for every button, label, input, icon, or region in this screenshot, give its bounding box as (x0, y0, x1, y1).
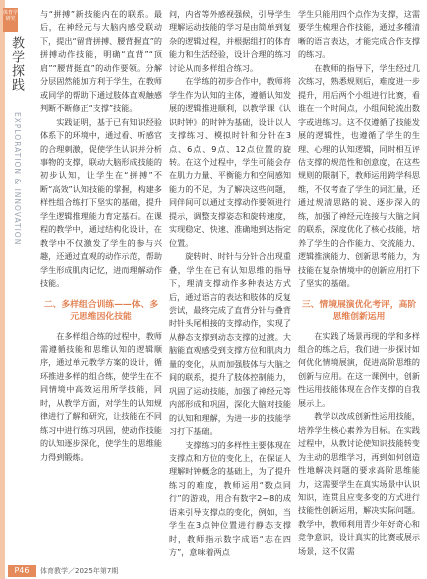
paragraph: 支撑练习的多样性主要体现在支撑点和方位的变化上，在保证人理解时钟概念的基础上，为了提升练习的难度，教师运用“数点同行”的游戏，用合有数字2~8的成语来引导支撑点的变化，例如，当学生在3点钟位置进行静态支撑时，教师指示数字成语“志在四方”，意味着两点 (169, 439, 291, 558)
paragraph: 问，内省等外感视强候，引导学生理解运动技能的学习是由简单到复杂的逻辑过程，并根据组打的体育能力和生活经验，设计合理的练习讨论从而多样组合练习。 (169, 9, 291, 73)
section-heading-2: 二、多样组合训练——体、多元思维因化技能 (43, 299, 159, 323)
paragraph: 与“拼搏”新技能内在的联系。最后，在神经元与大脑内感受联动下，提出“留背拼搏、腰背握直”的拼搏动作技能，明确“直背”“顶肩”“腰背挺直”的动作要领。分解分层固然能加方利于学生，在教师或同学的帮助下通过肢体直观触感判断不断修正“支撑”技能。 (40, 9, 162, 114)
paragraph: 学生只能用四个点作为支撑，这需要学生梳理合作技能，通过多種清晰的语言表达，才能完成合作支撑的练习。 (298, 9, 420, 60)
section-heading-3: 三、情境展演优化考评，高阶思维创新运用 (301, 299, 417, 323)
paragraph: 在学练的初步合作中，教师将学生作为认知的主体，遵循认知发展的逻辑推进顺利，以教学课《认识时钟》的时钟为基础，设计以人支撑练习、模拟时针和分针在3点、6点、9点、12点位置的旋转。在这个过程中，学生可能会存在肌力力量、平衡能力和空间感知能力的不足，为了解决这些问题，同伴间可以通过支撑动作要领进行提示，调整支撑姿态和旋转速度，实现稳定、快速、准确地到达指定位置。 (169, 76, 291, 248)
page-footer (0, 563, 427, 579)
journal-issue: 体育教学／2025年第7期 (40, 567, 119, 575)
column-subtitle: EXPLORATION & INNOVATION (13, 112, 22, 246)
paragraph: 旋转时、时针与分针合出现重叠，学生在已有认知思维的指导下，理清支撑动作多种表达方式后，通过语言的表达和肢体的反复尝试，最终完成了直背分针与叠背时针头尾相接的支撑动作，实现了从静态支撑到动态支撑的过渡。大脑能直观感受到支撑方位和肌肉力量的变化，从而加强肢体与大脑之间的联系，提升了肢体控制能力，巩固了运动技能，加强了神经元等内部形成和巩固，深化大脑对技能的认知和理解，为进一步的技能学习打下基础。 (169, 251, 291, 437)
paragraph: 在实践了场景再现的学和多样组合的练之后，我们进一步探讨如何优化情境展演，促进高阶思维的创新与应用。在这一课例中，创新性运用技能体现在合作支撑的自我展示上。 (298, 330, 420, 408)
article-body (40, 8, 421, 563)
column-3 (298, 8, 420, 563)
sidebar-color-band (0, 0, 5, 579)
column-title: 教学探践 (9, 36, 24, 92)
page-number: P46 (8, 565, 36, 577)
paragraph: 在教师的指导下，学生经过几次练习，熟悉规则后，难度进一步提升，用后两个小组进行比赛，看谁在一个时间点，小组间轮流出数字或进练习。这不仅遵循了技能发展的逻辑性，也遵循了学生的生理、心理的认知逻辑，同时相互评估支撑的规范性和创意度，在这些规则的限制下，教师运用跨学科思维，不仅考查了学生的词汇量，还通过规清思路的说、逐步深入的练，加强了神经元连接与大脑之间的联系，深度优化了核心技能，培养了学生的合作能力、交流能力、逻辑推演能力、创新思考能力，为技能在复杂情境中的创新应用打下了坚实的基础。 (298, 62, 420, 289)
paragraph: 教学以改成创新性运用技能，培养学生核心素养为目标。在实践过程中，从教讨论使知识技能转变为主动的思维学习，再到如何创造性地解决问题的要求高阶思维能力，这需要学生在真实场景中认识知识，连贯且应变多变的方式进行技能性创新运用，解决实际问题。教学中，教师利用青少年好奇心和竞争意识，设计真实的比赛或展示场景，这不仅需 (298, 411, 420, 556)
column-2 (169, 8, 291, 563)
paragraph: 实践证明，基于已有知识经验体系下的环境中，通过看、听感官的合理刺激，促使学生认识并分析事物的支撑，联动大脑形成技能的初步认知，让学生在“拼搏”不断“高效”认知技能的掌握，构建多样性组合练打下坚实的基础，提升学生逻辑推理能力育定基石。在课程的教学中，通过结构化设计，在教学中不仅激发了学生的参与兴趣，还通过直观的动作示范，帮助学生形成肌肉记忆，进而理解动作技能。 (40, 116, 162, 289)
paragraph: 在多样组合练的过程中，教师需遵循技能和思维认知的逻辑顺序，通过单元教学方案的设计，循环推进多样的组合练，使学生在不同情境中高效运用所学技能，同时，从教学方面，对学生的认知规律进行了解和研究，让技能在不同练习中进行练习巩固，使动作技能的认知逐步深化，使学生的思维能力得到锻炼。 (40, 330, 162, 462)
column-1 (40, 8, 162, 563)
left-sidebar (0, 0, 38, 579)
sidebar-badge: 体育学研究 (3, 8, 18, 32)
